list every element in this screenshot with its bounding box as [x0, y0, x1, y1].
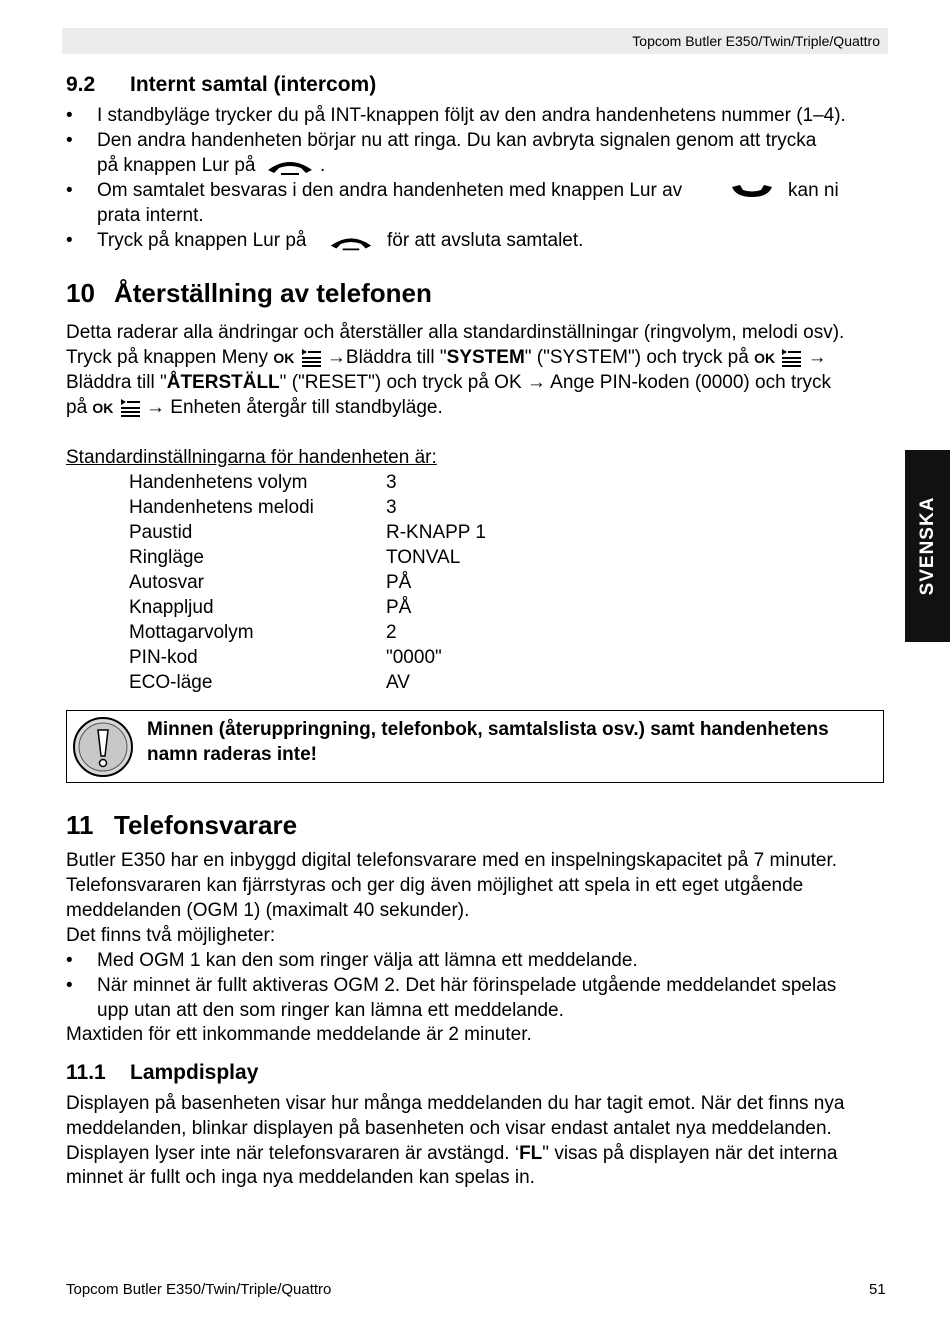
- section-11-1-number: 11.1: [66, 1061, 106, 1084]
- hang-up-icon: [328, 232, 374, 252]
- sec11-line-4: Det finns två möjligheter:: [66, 925, 276, 946]
- sec111-line-3c: " visas på displayen när det interna: [542, 1143, 838, 1164]
- ok-menu-icon: OK: [273, 345, 321, 371]
- menu-list-icon: [119, 398, 141, 418]
- section-10-title: Återställning av telefonen: [114, 278, 432, 308]
- menu-list-icon: [300, 348, 322, 368]
- defaults-label: Handenhetens melodi: [129, 497, 314, 518]
- section-11-number: 11: [66, 810, 94, 840]
- sec111-line-3a: Displayen lyser inte när telefonsvararen är avstängd. ‘: [66, 1143, 520, 1164]
- sec92-bullet-4b: för att avsluta samtalet.: [387, 230, 584, 251]
- sec92-bullet-2b: [97, 153, 325, 178]
- sec11-line-2: Telefonsvararen kan fjärrstyras och ger dig även möjlighet att spela in ett eget utgående: [66, 875, 804, 896]
- defaults-label: Autosvar: [129, 572, 204, 593]
- bullet: •: [66, 130, 73, 151]
- sec11-bullet-1: Med OGM 1 kan den som ringer välja att lämna ett meddelande.: [97, 950, 638, 971]
- sec111-line-4: minnet är fullt och inga nya meddelanden kan spelas in.: [66, 1167, 535, 1188]
- sec92-bullet-1: I standbyläge trycker du på INT-knappen följt av den andra handenhetens nummer (1–4).: [97, 105, 846, 126]
- defaults-value: AV: [386, 672, 410, 693]
- sec10-line-2a: Tryck på knappen Meny: [66, 347, 269, 369]
- sec10-line-4: [66, 395, 443, 421]
- sec11-bullet-2a: När minnet är fullt aktiveras OGM 2. Det här förinspelade utgående meddelandet spelas: [97, 975, 837, 996]
- sec10-line-2d: " ("SYSTEM") och tryck på: [524, 347, 749, 369]
- sec92-bullet-2a: Den andra handenheten börjar nu att ringa. Du kan avbryta signalen genom att trycka: [97, 130, 817, 151]
- menu-list-icon: [780, 348, 802, 368]
- section-9-2-number: 9.2: [66, 73, 96, 96]
- section-10-number: 10: [66, 278, 95, 308]
- sec92-bullet-2b-text: på knappen Lur på: [97, 155, 256, 176]
- arrow-icon: →: [526, 372, 546, 393]
- bullet: •: [66, 975, 73, 996]
- sec11-line-1: Butler E350 har en inbyggd digital telefonsvarare med en inspelningskapacitet på 7 minuter.: [66, 850, 838, 871]
- defaults-value: 3: [386, 472, 397, 493]
- defaults-heading: Standardinställningarna för handenheten är:: [66, 447, 437, 468]
- warning-icon: [72, 716, 134, 778]
- header-title: Topcom Butler E350/Twin/Triple/Quattro: [632, 33, 880, 49]
- sec10-line-4a: på: [66, 397, 88, 419]
- defaults-value: TONVAL: [386, 547, 461, 568]
- defaults-value: 3: [386, 497, 397, 518]
- sec10-line-3: [66, 370, 831, 395]
- sec111-line-3: [66, 1141, 837, 1166]
- defaults-label: ECO-läge: [129, 672, 213, 693]
- hang-up-icon: [265, 156, 315, 176]
- sec92-bullet-4a: Tryck på knappen Lur på: [97, 230, 307, 251]
- defaults-value: 2: [386, 622, 397, 643]
- defaults-value: R-KNAPP 1: [386, 522, 486, 543]
- sec92-bullet-3c: prata internt.: [97, 205, 204, 226]
- defaults-value: PÅ: [386, 597, 412, 618]
- sec10-system: SYSTEM: [446, 347, 525, 369]
- defaults-label: Knappljud: [129, 597, 214, 618]
- arrow-icon: →: [326, 347, 346, 369]
- sec92-bullet-3a: Om samtalet besvaras i den andra handenheten med knappen Lur av: [97, 180, 683, 201]
- arrow-icon: →: [807, 347, 827, 369]
- sec10-line-2b: Bläddra till ": [345, 347, 447, 369]
- header-bar: [62, 28, 888, 54]
- sec11-bullet-2b: upp utan att den som ringer kan lämna ett meddelande.: [97, 1000, 564, 1021]
- bullet: •: [66, 180, 73, 201]
- sec10-line-4b: Enheten återgår till standbyläge.: [170, 397, 443, 419]
- sec11-line-5: Maxtiden för ett inkommande meddelande är 2 minuter.: [66, 1024, 532, 1045]
- language-tab-label: SVENSKA: [916, 496, 938, 596]
- sec10-aterstall: ÅTERSTÄLL: [166, 372, 280, 393]
- defaults-label: Mottagarvolym: [129, 622, 254, 643]
- ok-menu-icon: OK: [754, 345, 802, 371]
- defaults-label: Handenhetens volym: [129, 472, 308, 493]
- section-11-1-title: Lampdisplay: [130, 1061, 259, 1084]
- pick-up-icon: [730, 181, 774, 199]
- sec10-line-2: [66, 345, 827, 371]
- ok-menu-icon: OK: [92, 395, 140, 421]
- defaults-label: PIN-kod: [129, 647, 198, 668]
- footer-title: Topcom Butler E350/Twin/Triple/Quattro: [66, 1281, 332, 1298]
- sec111-line-2: meddelanden, blinkar displayen på basenheten och visar endast antalet nya meddelanden.: [66, 1118, 832, 1139]
- defaults-label: Ringläge: [129, 547, 204, 568]
- defaults-label: Paustid: [129, 522, 193, 543]
- page-number: 51: [869, 1281, 886, 1298]
- note-box: [66, 710, 884, 783]
- language-tab: [905, 450, 950, 642]
- sec92-bullet-2c: .: [320, 155, 326, 176]
- sec10-line-3c: " ("RESET") och tryck på OK: [279, 372, 522, 393]
- sec11-line-3: meddelanden (OGM 1) (maximalt 40 sekunder).: [66, 900, 470, 921]
- bullet: •: [66, 105, 73, 126]
- section-9-2-title: Internt samtal (intercom): [130, 73, 377, 96]
- sec10-paragraph-1: Detta raderar alla ändringar och återställer alla standardinställningar (ringvolym, melodi osv).: [66, 322, 845, 343]
- sec111-line-1: Displayen på basenheten visar hur många meddelanden du har tagit emot. När det finns nya: [66, 1093, 845, 1114]
- arrow-icon: →: [145, 397, 165, 419]
- defaults-value: "0000": [386, 647, 442, 668]
- sec111-fl: FL: [519, 1143, 543, 1164]
- section-11-title: Telefonsvarare: [114, 810, 298, 840]
- sec92-bullet-3b: kan ni: [788, 180, 839, 201]
- bullet: •: [66, 950, 73, 971]
- note-text: Minnen (återuppringning, telefonbok, samtalslista osv.) samt handenhetens namn raderas inte!: [147, 719, 829, 765]
- sec10-line-3d: Ange PIN-koden (0000) och tryck: [550, 372, 832, 393]
- defaults-value: PÅ: [386, 572, 412, 593]
- bullet: •: [66, 230, 73, 251]
- sec10-line-3a: Bläddra till ": [66, 372, 167, 393]
